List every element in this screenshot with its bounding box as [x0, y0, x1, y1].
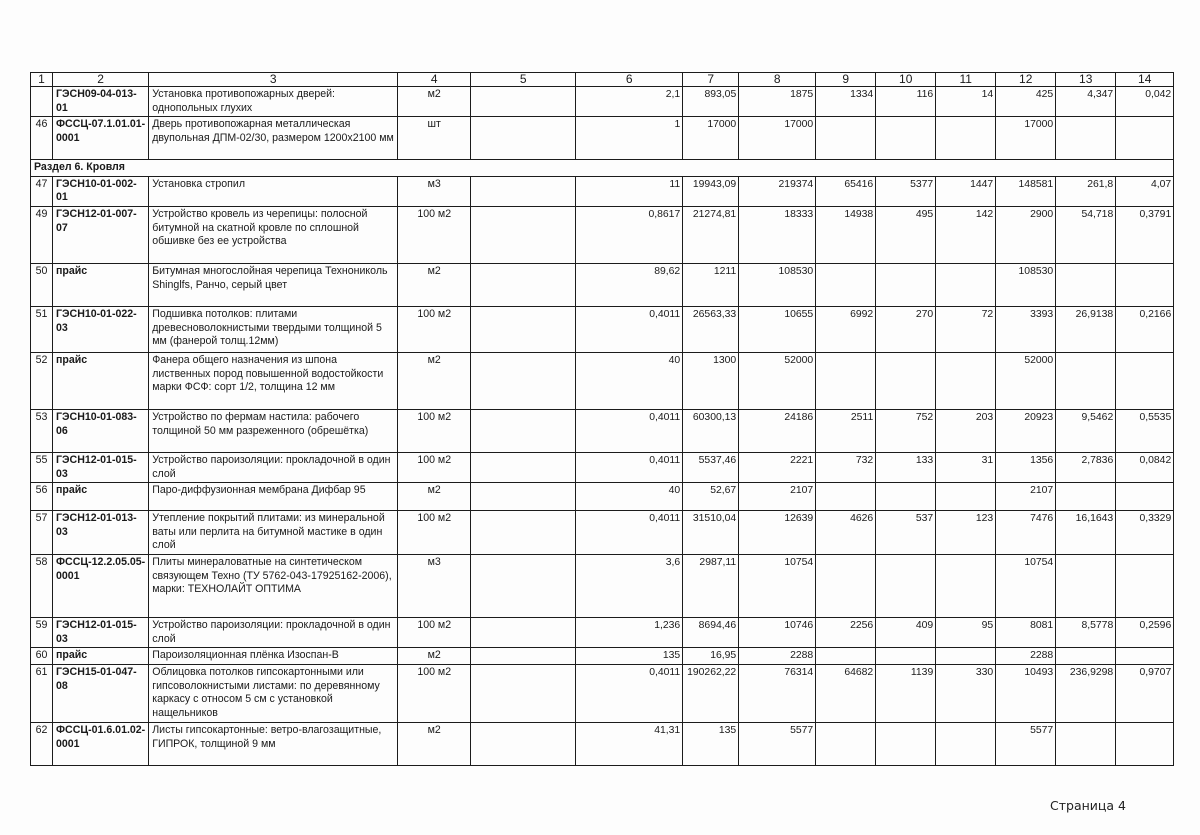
value-col-14 — [1116, 263, 1174, 306]
value-col-14 — [1116, 117, 1174, 160]
work-description: Фанера общего назначения из шпона лиственных пород повышенной водостойкости марки ФСФ: сорт 1/2, толщина 12 мм — [149, 352, 398, 409]
table-row — [31, 618, 1174, 648]
value-col-14: 0,5535 — [1116, 409, 1174, 452]
table-row — [31, 664, 1174, 722]
value-col-8: 76314 — [739, 664, 816, 722]
value-col-7: 1300 — [683, 352, 739, 409]
value-col-6: 0,8617 — [576, 206, 683, 263]
value-col-11: 123 — [936, 511, 996, 555]
row-number: 61 — [31, 664, 53, 722]
value-col-6: 135 — [576, 648, 683, 665]
value-col-5 — [471, 452, 576, 482]
value-col-7: 17000 — [683, 117, 739, 160]
value-col-8: 52000 — [739, 352, 816, 409]
value-col-5 — [471, 511, 576, 555]
value-col-11 — [936, 263, 996, 306]
value-col-11 — [936, 117, 996, 160]
value-col-6: 3,6 — [576, 555, 683, 618]
unit: м3 — [398, 176, 471, 206]
row-number: 57 — [31, 511, 53, 555]
value-col-12: 52000 — [996, 352, 1056, 409]
value-col-8: 10746 — [739, 618, 816, 648]
value-col-11 — [936, 555, 996, 618]
value-col-9 — [816, 483, 876, 511]
value-col-13 — [1056, 483, 1116, 511]
value-col-9: 2511 — [816, 409, 876, 452]
value-col-7: 190262,22 — [683, 664, 739, 722]
estimate-table — [30, 72, 1174, 766]
value-col-10: 409 — [876, 618, 936, 648]
unit: 100 м2 — [398, 206, 471, 263]
value-col-12: 5577 — [996, 722, 1056, 765]
value-col-9: 4626 — [816, 511, 876, 555]
value-col-6: 0,4011 — [576, 452, 683, 482]
column-header: 5 — [471, 73, 576, 87]
value-col-10: 752 — [876, 409, 936, 452]
work-description: Утепление покрытий плитами: из минеральной ваты или перлита на битумной мастике в один слой — [149, 511, 398, 555]
value-col-8: 2107 — [739, 483, 816, 511]
norm-code: прайс — [53, 483, 149, 511]
value-col-8: 10754 — [739, 555, 816, 618]
value-col-10 — [876, 648, 936, 665]
value-col-9 — [816, 117, 876, 160]
work-description: Установка противопожарных дверей: однопольных глухих — [149, 87, 398, 117]
value-col-9: 6992 — [816, 306, 876, 352]
section-title: Раздел 6. Кровля — [31, 160, 1174, 177]
value-col-10 — [876, 483, 936, 511]
work-description: Устройство по фермам настила: рабочего толщиной 50 мм разреженного (обрешётка) — [149, 409, 398, 452]
value-col-11 — [936, 722, 996, 765]
norm-code: прайс — [53, 648, 149, 665]
value-col-6: 40 — [576, 483, 683, 511]
value-col-5 — [471, 117, 576, 160]
table-row — [31, 206, 1174, 263]
value-col-8: 219374 — [739, 176, 816, 206]
value-col-6: 1,236 — [576, 618, 683, 648]
row-number: 52 — [31, 352, 53, 409]
column-header: 6 — [576, 73, 683, 87]
table-row — [31, 263, 1174, 306]
value-col-13: 236,9298 — [1056, 664, 1116, 722]
value-col-6: 89,62 — [576, 263, 683, 306]
column-header: 9 — [816, 73, 876, 87]
value-col-9 — [816, 722, 876, 765]
value-col-7: 893,05 — [683, 87, 739, 117]
value-col-12: 425 — [996, 87, 1056, 117]
norm-code: ГЭСН12-01-015-03 — [53, 452, 149, 482]
value-col-12: 20923 — [996, 409, 1056, 452]
value-col-12: 108530 — [996, 263, 1056, 306]
value-col-6: 0,4011 — [576, 664, 683, 722]
table-row — [31, 176, 1174, 206]
value-col-7: 16,95 — [683, 648, 739, 665]
row-number: 60 — [31, 648, 53, 665]
value-col-8: 18333 — [739, 206, 816, 263]
column-header: 4 — [398, 73, 471, 87]
unit: 100 м2 — [398, 452, 471, 482]
value-col-9: 2256 — [816, 618, 876, 648]
work-description: Устройство пароизоляции: прокладочной в один слой — [149, 452, 398, 482]
value-col-6: 2,1 — [576, 87, 683, 117]
value-col-5 — [471, 555, 576, 618]
value-col-8: 24186 — [739, 409, 816, 452]
value-col-14: 0,2166 — [1116, 306, 1174, 352]
table-row — [31, 117, 1174, 160]
value-col-8: 10655 — [739, 306, 816, 352]
column-header: 10 — [876, 73, 936, 87]
value-col-6: 1 — [576, 117, 683, 160]
unit: 100 м2 — [398, 409, 471, 452]
column-header: 1 — [31, 73, 53, 87]
value-col-10 — [876, 722, 936, 765]
value-col-5 — [471, 263, 576, 306]
unit: 100 м2 — [398, 664, 471, 722]
value-col-5 — [471, 618, 576, 648]
column-header: 14 — [1116, 73, 1174, 87]
column-header: 2 — [53, 73, 149, 87]
value-col-10 — [876, 263, 936, 306]
value-col-7: 1211 — [683, 263, 739, 306]
column-header: 3 — [149, 73, 398, 87]
row-number — [31, 87, 53, 117]
value-col-12: 148581 — [996, 176, 1056, 206]
table-row — [31, 722, 1174, 765]
row-number: 49 — [31, 206, 53, 263]
norm-code: ГЭСН10-01-002-01 — [53, 176, 149, 206]
value-col-12: 10493 — [996, 664, 1056, 722]
row-number: 47 — [31, 176, 53, 206]
value-col-6: 0,4011 — [576, 306, 683, 352]
norm-code: ГЭСН09-04-013-01 — [53, 87, 149, 117]
row-number: 58 — [31, 555, 53, 618]
value-col-7: 2987,11 — [683, 555, 739, 618]
value-col-12: 8081 — [996, 618, 1056, 648]
unit: 100 м2 — [398, 618, 471, 648]
value-col-5 — [471, 648, 576, 665]
value-col-13: 261,8 — [1056, 176, 1116, 206]
value-col-12: 7476 — [996, 511, 1056, 555]
value-col-7: 26563,33 — [683, 306, 739, 352]
unit: м2 — [398, 722, 471, 765]
unit: м3 — [398, 555, 471, 618]
value-col-14 — [1116, 352, 1174, 409]
column-header-row — [31, 73, 1174, 87]
value-col-11 — [936, 352, 996, 409]
value-col-10 — [876, 352, 936, 409]
value-col-9: 732 — [816, 452, 876, 482]
value-col-14: 0,0842 — [1116, 452, 1174, 482]
value-col-5 — [471, 176, 576, 206]
value-col-10: 5377 — [876, 176, 936, 206]
value-col-13 — [1056, 648, 1116, 665]
value-col-11: 142 — [936, 206, 996, 263]
work-description: Подшивка потолков: плитами древесноволокнистыми твердыми толщиной 5 мм (фанерой толщ.12мм) — [149, 306, 398, 352]
value-col-6: 0,4011 — [576, 409, 683, 452]
value-col-5 — [471, 409, 576, 452]
norm-code: ФССЦ-01.6.01.02-0001 — [53, 722, 149, 765]
value-col-12: 1356 — [996, 452, 1056, 482]
value-col-13 — [1056, 263, 1116, 306]
value-col-7: 135 — [683, 722, 739, 765]
table-row — [31, 352, 1174, 409]
value-col-14 — [1116, 555, 1174, 618]
value-col-7: 52,67 — [683, 483, 739, 511]
value-col-10: 133 — [876, 452, 936, 482]
norm-code: ГЭСН15-01-047-08 — [53, 664, 149, 722]
row-number: 56 — [31, 483, 53, 511]
table-row — [31, 87, 1174, 117]
page-number: Страница 4 — [1050, 798, 1126, 813]
value-col-13 — [1056, 722, 1116, 765]
norm-code: прайс — [53, 352, 149, 409]
unit: м2 — [398, 352, 471, 409]
unit: м2 — [398, 87, 471, 117]
value-col-9: 64682 — [816, 664, 876, 722]
norm-code: прайс — [53, 263, 149, 306]
unit: шт — [398, 117, 471, 160]
value-col-11: 330 — [936, 664, 996, 722]
norm-code: ФССЦ-12.2.05.05-0001 — [53, 555, 149, 618]
value-col-14: 0,3791 — [1116, 206, 1174, 263]
value-col-13 — [1056, 555, 1116, 618]
value-col-7: 19943,09 — [683, 176, 739, 206]
work-description: Облицовка потолков гипсокартонными или гипсоволокнистыми листами: по деревянному каркасу с относом 5 см с установкой нащельников — [149, 664, 398, 722]
value-col-5 — [471, 206, 576, 263]
value-col-14: 0,042 — [1116, 87, 1174, 117]
value-col-11: 95 — [936, 618, 996, 648]
row-number: 53 — [31, 409, 53, 452]
unit: м2 — [398, 263, 471, 306]
section-row — [31, 160, 1174, 177]
value-col-14: 4,07 — [1116, 176, 1174, 206]
value-col-8: 108530 — [739, 263, 816, 306]
table-row — [31, 511, 1174, 555]
column-header: 7 — [683, 73, 739, 87]
unit: 100 м2 — [398, 511, 471, 555]
row-number: 59 — [31, 618, 53, 648]
value-col-9 — [816, 555, 876, 618]
work-description: Пароизоляционная плёнка Изоспан-В — [149, 648, 398, 665]
value-col-5 — [471, 306, 576, 352]
value-col-7: 8694,46 — [683, 618, 739, 648]
value-col-9 — [816, 648, 876, 665]
value-col-12: 2288 — [996, 648, 1056, 665]
column-header: 8 — [739, 73, 816, 87]
value-col-13: 8,5778 — [1056, 618, 1116, 648]
table-row — [31, 555, 1174, 618]
value-col-9 — [816, 263, 876, 306]
value-col-9: 14938 — [816, 206, 876, 263]
value-col-12: 17000 — [996, 117, 1056, 160]
value-col-6: 40 — [576, 352, 683, 409]
value-col-13 — [1056, 352, 1116, 409]
value-col-10: 116 — [876, 87, 936, 117]
value-col-14: 0,9707 — [1116, 664, 1174, 722]
value-col-7: 31510,04 — [683, 511, 739, 555]
norm-code: ГЭСН10-01-022-03 — [53, 306, 149, 352]
table-row — [31, 306, 1174, 352]
column-header: 11 — [936, 73, 996, 87]
value-col-5 — [471, 722, 576, 765]
value-col-9: 1334 — [816, 87, 876, 117]
value-col-5 — [471, 664, 576, 722]
value-col-11: 203 — [936, 409, 996, 452]
value-col-8: 2288 — [739, 648, 816, 665]
value-col-13 — [1056, 117, 1116, 160]
value-col-14: 0,3329 — [1116, 511, 1174, 555]
value-col-9: 65416 — [816, 176, 876, 206]
value-col-11: 1447 — [936, 176, 996, 206]
value-col-6: 41,31 — [576, 722, 683, 765]
value-col-11 — [936, 483, 996, 511]
unit: м2 — [398, 648, 471, 665]
value-col-8: 17000 — [739, 117, 816, 160]
table-row — [31, 483, 1174, 511]
table-row — [31, 409, 1174, 452]
value-col-7: 5537,46 — [683, 452, 739, 482]
work-description: Плиты минераловатные на синтетическом связующем Техно (ТУ 5762-043-17925162-2006), марки: ТЕХНОЛАЙТ ОПТИМА — [149, 555, 398, 618]
row-number: 50 — [31, 263, 53, 306]
value-col-10: 1139 — [876, 664, 936, 722]
norm-code: ФССЦ-07.1.01.01-0001 — [53, 117, 149, 160]
value-col-13: 54,718 — [1056, 206, 1116, 263]
work-description: Устройство кровель из черепицы: полосной битумной на скатной кровле по сплошной обшивке без ее устройства — [149, 206, 398, 263]
work-description: Паро-диффузионная мембрана Дифбар 95 — [149, 483, 398, 511]
value-col-10: 537 — [876, 511, 936, 555]
value-col-13: 9,5462 — [1056, 409, 1116, 452]
value-col-8: 5577 — [739, 722, 816, 765]
value-col-13: 2,7836 — [1056, 452, 1116, 482]
value-col-13: 4,347 — [1056, 87, 1116, 117]
norm-code: ГЭСН10-01-083-06 — [53, 409, 149, 452]
value-col-11: 31 — [936, 452, 996, 482]
value-col-12: 10754 — [996, 555, 1056, 618]
value-col-12: 3393 — [996, 306, 1056, 352]
value-col-13: 16,1643 — [1056, 511, 1116, 555]
value-col-5 — [471, 87, 576, 117]
value-col-10 — [876, 555, 936, 618]
value-col-14: 0,2596 — [1116, 618, 1174, 648]
value-col-13: 26,9138 — [1056, 306, 1116, 352]
column-header: 12 — [996, 73, 1056, 87]
norm-code: ГЭСН12-01-015-03 — [53, 618, 149, 648]
row-number: 46 — [31, 117, 53, 160]
column-header: 13 — [1056, 73, 1116, 87]
work-description: Установка стропил — [149, 176, 398, 206]
work-description: Устройство пароизоляции: прокладочной в один слой — [149, 618, 398, 648]
value-col-5 — [471, 352, 576, 409]
value-col-6: 11 — [576, 176, 683, 206]
unit: м2 — [398, 483, 471, 511]
value-col-6: 0,4011 — [576, 511, 683, 555]
value-col-9 — [816, 352, 876, 409]
value-col-8: 2221 — [739, 452, 816, 482]
work-description: Листы гипсокартонные: ветро-влагозащитные, ГИПРОК, толщиной 9 мм — [149, 722, 398, 765]
value-col-10: 270 — [876, 306, 936, 352]
value-col-10: 495 — [876, 206, 936, 263]
value-col-12: 2900 — [996, 206, 1056, 263]
norm-code: ГЭСН12-01-007-07 — [53, 206, 149, 263]
value-col-10 — [876, 117, 936, 160]
work-description: Дверь противопожарная металлическая двупольная ДПМ-02/30, размером 1200х2100 мм — [149, 117, 398, 160]
unit: 100 м2 — [398, 306, 471, 352]
row-number: 55 — [31, 452, 53, 482]
value-col-14 — [1116, 722, 1174, 765]
value-col-5 — [471, 483, 576, 511]
table-row — [31, 648, 1174, 665]
value-col-8: 12639 — [739, 511, 816, 555]
value-col-11: 72 — [936, 306, 996, 352]
value-col-12: 2107 — [996, 483, 1056, 511]
table-row — [31, 452, 1174, 482]
row-number: 51 — [31, 306, 53, 352]
work-description: Битумная многослойная черепица Технониколь Shinglfs, Ранчо, серый цвет — [149, 263, 398, 306]
value-col-8: 1875 — [739, 87, 816, 117]
value-col-7: 21274,81 — [683, 206, 739, 263]
row-number: 62 — [31, 722, 53, 765]
value-col-14 — [1116, 648, 1174, 665]
value-col-11: 14 — [936, 87, 996, 117]
norm-code: ГЭСН12-01-013-03 — [53, 511, 149, 555]
value-col-14 — [1116, 483, 1174, 511]
value-col-7: 60300,13 — [683, 409, 739, 452]
value-col-11 — [936, 648, 996, 665]
